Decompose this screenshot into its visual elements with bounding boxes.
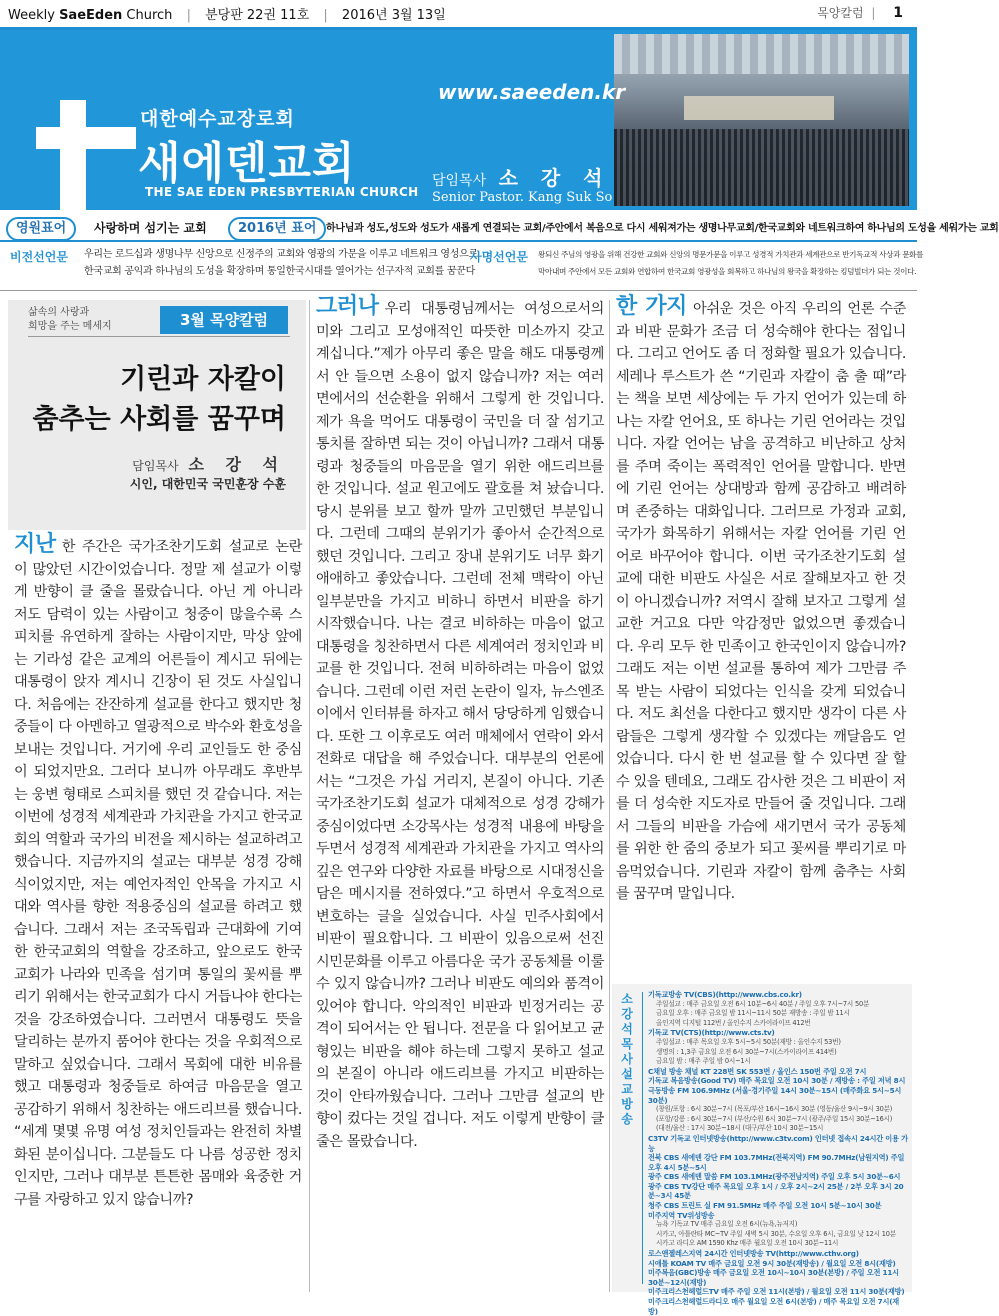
vision-label: 비전선언문 xyxy=(10,250,68,264)
broadcast-item: 기독교 복음방송(Good TV) 매주 목요일 오전 10시 30분 / 재방송 : 주일 저녁 8시 xyxy=(648,1076,906,1086)
article-column-1 xyxy=(14,534,302,1292)
author-name: 소 강 석 xyxy=(188,455,286,474)
eternal-motto-tag: 영원표어 xyxy=(6,217,76,241)
subtitle-line-1: 삶속의 사랑과 xyxy=(28,307,90,318)
edition: 분당판 22권 11호 xyxy=(205,8,310,23)
broadcast-item: 시애틀 KOAM TV 매주 금요일 오전 9시 30분(재방송) / 월요일 오전 8시(재방) xyxy=(648,1258,896,1268)
church-url[interactable]: www.saeeden.kr xyxy=(438,80,626,104)
issue-date: 2016년 3월 13일 xyxy=(341,8,446,23)
article-body-1: 한 주간은 국가조찬기도회 설교로 논란이 많았던 시간이었습니다. 정말 제 설교가 이렇게 반향이 클 줄을 몰랐습니다. 아닌 게 아니라 저도 담력이 있는 사람이고 청중이 많을수록 스피치를 유연하게 잘하는 사람이지만, 막상 앞에는 기라성 같은 교계의 어른들이 계시고 뒤에는 대통령이 앉자 계시니 긴장이 된 것도 사실입니다. 처음에는 잔잔하게 설교를 한다고 했지만 청중들이 다 아멘하고 열광적으로 박수와 환호성을 보내는 것입니다. 거기에 우리 교인들도 한 중심이 되었지만요. 그러다 보니까 아무래도 후반부는 웅변 형태로 스피치를 했던 것 같습니다. 저는 이번에 성경적 세계관과 가치관을 가지고 한국교회의 역할과 국가의 비전을 제시하는 설교하려고 했습니다. 지금까지의 설교는 대부분 성경 강해식이었지만, 저는 예언자적인 안목을 가지고 시대와 역사를 향한 적용중심의 설교를 하려고 했습니다. 그래서 저는 조국독립과 근대화에 기여한 한국교회의 역할을 강조하고, 앞으로도 한국교회가 나라와 민족을 섬기며 통일의 꽃씨를 뿌리기 위해서는 한국교회가 다시 거듭나야 한다는 것을 강조하였습니다. 그러면서 대통령도 뜻을 달리하는 분까지 품어야 한다는 것을 우회적으로 말하고 싶었습니다. 그래서 목회에 대한 비유를 했고 대통령과 청중들로 하여금 마음문을 열고 공감하기 위해서 칭찬하는 애드리브를 했습니다. “세계 몇몇 유명 여성 정치인들과는 완전히 차별화된 분이십니다. 그분들도 다 나름 성공한 정치인지만, 그러나 대부분 튼튼한 몸매와 육중한 거구를 자랑하고 있지 않습니까? xyxy=(14,539,302,1208)
broadcast-item: 광주 CBS 새에덴 말씀 FM 103.1MHz(광주전남지역) 주일 오후 5시 30분~6시 xyxy=(648,1172,901,1182)
broadcast-item: 미주복음(GBC)방송 매주 금요일 오전 10시~10시 30분(본방) / 주일 오전 11시 30분~12시(재방) xyxy=(648,1268,899,1287)
broadcast-detail: (대전/울산 : 17시 30분~18시 (대구/부산 10시 30분~15시 xyxy=(656,1124,824,1133)
eternal-motto-text: 사랑하며 섬기는 교회 xyxy=(94,221,207,235)
pastor-title: 담임목사 xyxy=(432,173,487,189)
sermon-broadcast-box xyxy=(612,984,912,1316)
header-divider xyxy=(0,290,917,291)
column-divider-1 xyxy=(309,300,310,1292)
broadcast-item: C채널 방송 채널 KT 228번 SK 553번 / 올인스 150번 주일 오전 7시 xyxy=(648,1066,867,1076)
vision-line-1: 우리는 로드십과 생명나무 신앙으로 신정주의 교회와 영광의 가문을 이루고 네트워크 영성으로 xyxy=(84,249,478,260)
broadcast-item: 기독교방송 TV(CBS)(http://www.cbs.co.kr) xyxy=(648,990,802,999)
lead-word-2: 그러나 xyxy=(316,294,379,319)
article-title xyxy=(32,360,286,440)
lead-word-3: 한 가지 xyxy=(616,294,688,319)
senior-pastor xyxy=(432,162,610,191)
column-subtitle xyxy=(28,306,112,334)
column-divider-2 xyxy=(609,300,610,1292)
broadcast-divider xyxy=(642,992,643,1284)
year-motto-text: 하나님과 성도,성도와 성도가 새롭게 연결되는 교회/주안에서 복음으로 다시 세워져가는 생명나무교회/한국교회와 네트워크하여 하나님의 도성을 세워가는 교회 xyxy=(326,223,999,234)
article-body-2: 우리 대통령님께서는 여성으로서의 미와 그리고 모성애적인 따뜻한 미소까지 갖고 계십니다.”제가 아무리 좋은 말을 해도 대통령께서 안 들으면 소용이 없지 않습니까? 저는 여러 면에서의 선순환을 위해서 그렇게 한 것입니다. 제가 욕을 먹어도 대통령이 국민을 더 잘 섬기고 통치를 잘하면 되는 것이 아닙니까? 그래서 대통령과 청중들의 마음문을 열기 위한 애드리브를 한 것입니다. 설교 원고에도 괄호를 쳐 놨습니다. 당시 분위를 보고 할까 말까 고민했던 부분입니다. 그런데 그때의 분위기가 좋아서 순간적으로 했던 것입니다. 그리고 장내 분위기도 너무 화기애애하고 좋았습니다. 그런데 전체 맥락이 아닌 일부분만을 가지고 비하니 하면서 비판을 하기 시작했습니다. 나는 결코 비하하는 마음이 없고 대통령을 칭찬하면서 다른 세계여러 정치인과 비교를 한 것입니다. 전혀 비하하려는 마음이 없었습니다. 그런데 이런 저런 논란이 일자, 뉴스엔조이에서 인터뷰를 하자고 해서 당당하게 임했습니다. 또한 그 이후로도 여러 매체에서 연락이 와서 전화로 대답을 해 주었습니다. 대부분의 언론에서는 “그것은 가십 거리지, 본질이 아니다. 기존 국가조찬기도회 설교가 대체적으로 성경 강해가 중심이었다면 소강목사는 성경적 내용에 바탕을 두면서 성경적 세계관과 가치관을 가지고 역사의 깊은 연구와 다양한 자료를 바탕으로 시대정신을 담은 메시지를 전하였다.”고 하면서 우호적으로 변호하는 글을 실었습니다. 사실 민주사회에서 비판이 필요합니다. 그 비판이 있음으로써 선진 시민문화를 이루고 아름다운 국가 공동체를 이룰 수 있지 않습니까? 그러나 비판도 예의와 품격이 있어야 합니다. 악의적인 비판과 빈정거리는 공격이 되어서는 안 됩니다. 전문을 다 읽어보고 균형있는 비판을 해야 하는데 그렇지 못하고 설교의 본질이 아니라 애드리브를 가지고 비판하는 것이 안타까웠습니다. 그러나 그만큼 설교의 반향이 컸다는 것일 겁니다. 저도 이렇게 반향이 클 줄은 몰랐습니다. xyxy=(316,301,604,1150)
church-name-english: THE SAE EDEN PRESBYTERIAN CHURCH xyxy=(145,185,419,199)
masthead-info: Weekly SaeEden Church | 분당판 22권 11호 | 2016년 3월 13일 xyxy=(8,8,446,23)
broadcast-item: 미주크리스천헤럴드TV 매주 주일 오전 11시(본방) / 월요일 오전 11시 30분(재방) xyxy=(648,1287,905,1297)
title-line-2: 춤추는 사회를 꿈꾸며 xyxy=(32,404,286,435)
broadcast-detail: 뉴욕 기독교 TV 매주 금요일 오전 6시(뉴욕,뉴저지) xyxy=(656,1220,798,1229)
cross-logo-icon-bar xyxy=(36,127,136,149)
broadcast-detail: (창원/포항 : 6시 30분~7시 (목포/부산 16시~16시 30분 (영동/울산 9시~9시 30분) xyxy=(656,1105,893,1114)
cross-logo-icon xyxy=(60,100,86,210)
broadcast-detail: 올인지역 디지털 112번 / 올인수지 스카이라이프 412번 xyxy=(656,1018,811,1027)
denomination: 대한예수교장로회 xyxy=(140,108,295,130)
broadcast-item: 극동방송 FM 106.9MHz (서울·경기주일 14시 30분~15시 (매주화요 5시~5시 30분) xyxy=(648,1085,902,1105)
author-description: 시인, 대한민국 국민훈장 수훈 xyxy=(129,477,286,491)
broadcast-detail: (포항/강릉 : 6시 30분~7시 (부산/수원 6시 30분~7시 (광주/주일 15시 30분~16시) xyxy=(656,1114,893,1123)
broadcast-item: 기독교 TV(CTS)(http://www.cts.tv) xyxy=(648,1028,775,1038)
broadcast-list xyxy=(648,990,908,1316)
motto-bar xyxy=(0,212,999,242)
mission-line-2: 막아내며 주안에서 모든 교회와 연합하여 한국교회 영광성을 회복하고 하나님의 왕국을 확장하는 킹덤빌더가 되는 것이다. xyxy=(538,267,917,276)
worship-hall-photo xyxy=(614,34,909,206)
section-name: 목양칼럼 xyxy=(817,6,864,20)
broadcast-item: 미주크리스천헤럴드라디오 매주 월요일 오전 6시(본방) / 매주 목요일 오전 7시(재방) xyxy=(648,1297,900,1316)
column-title-box xyxy=(8,300,306,530)
article-column-2 xyxy=(316,296,604,1292)
mission-line-1: 왕되신 주님의 영광을 위해 건강한 교회와 신앙의 명문가문을 이루고 성경적 가치관과 세계관으로 반기독교적 사상과 문화를 xyxy=(538,250,924,259)
broadcast-item: 로스앤젤레스지역 24시간 인터넷방송 TV(http://www.cthv.org) xyxy=(648,1249,859,1259)
broadcast-item: 광주 CBS TV강단 매주 목요일 오후 1시 / 오후 2시~2시 25분 / 2부 오후 3시 20분~3시 45분 xyxy=(648,1181,904,1201)
pastor-name: 소 강 석 xyxy=(498,166,611,190)
church-name: 새에덴교회 xyxy=(138,138,356,189)
broadcast-vertical-title: 소강석목사 설교방송 xyxy=(621,992,633,1126)
article-column-3 xyxy=(616,296,906,980)
broadcast-item: 청주 CBS 트린트 실 FM 91.5MHz 매주 주일 오전 10시 5분~10시 30분 xyxy=(648,1201,882,1211)
broadcast-item: 미주지역 TV위성방송 xyxy=(648,1210,715,1220)
broadcast-item: 전북 CBS 새에덴 강단 FM 103.7MHz(전북지역) FM 90.7MHz(남원지역) 주일 오후 4시 5분~5시 xyxy=(648,1153,905,1172)
pub-name: SaeEden xyxy=(59,8,123,23)
broadcast-detail: 금요일 오후 : 매주 금요일 밤 11시~11시 50분 재방송 : 주일 밤 11시 xyxy=(656,1009,850,1018)
broadcast-detail: 주일설교 : 매주 목요일 오후 5시~5시 50분(재방 : 올인수지 53번) xyxy=(656,1037,841,1046)
article-body-3: 아쉬운 것은 아직 우리의 언론 수준과 비판 문화가 조금 더 성숙해야 한다는 점입니다. 그리고 언어도 좀 더 정화할 필요가 있습니다. 세레나 루스트가 쓴 “기린과 자칼이 춤 출 때”라는 책을 보면 세상에는 두 가지 언어가 있는데 하나는 자칼 언어요, 또 하나는 기린 언어라는 것입니다. 자칼 언어는 남을 공격하고 비난하고 상처를 주며 죽이는 폭력적인 언어를 말합니다. 반면에 기린 언어는 상대방과 함께 공감하고 배려하며 존중하는 대화입니다. 그러므로 가정과 교회, 국가가 화목하기 위해서는 자칼 언어를 기린 언어로 바꾸어야 합니다. 이번 국가조찬기도회 설교에 대한 비판도 사실은 서로 잘해보자고 한 것이 아니겠습니까? 저역시 잘해 보자고 그렇게 설교한 거고요 다만 악감정만 없었으면 좋겠습니다. 우리 모두 한 민족이고 한국인이지 않습니까? 그래도 저는 이번 설교를 통하여 제가 그만큼 주목 받는 사람이 되었다는 인식을 갖게 되었습니다. 저도 최선을 다한다고 했지만 생각이 다른 사람들은 그렇게 생각할 수 있겠다는 깨달음도 얻었습니다. 다시 한 번 설교를 할 수 있다면 잘 할 수 있을 텐데요, 그래도 감사한 것은 그 비판이 저를 더 성숙한 지도자로 만들어 줄 것입니다. 그래서 그들의 비판을 가슴에 새기면서 국가 공동체를 위한 한 줌의 중보가 되고 꽃씨를 뿌리기로 마음먹었습니다. 기린과 자칼이 함께 춤추는 사회를 꿈꾸며 말입니다. xyxy=(616,301,906,902)
broadcast-detail: 시카고, 아틀란타 MC~TV 주일 새벽 5시 30분, 수요일 오후 6시, 금요일 낮 12시 10분 xyxy=(656,1229,896,1238)
column-badge: 3월 목양칼럼 xyxy=(160,306,288,334)
subtitle-line-2: 희망을 주는 메세지 xyxy=(28,321,112,332)
broadcast-item: C3TV 기독교 인터넷방송(http://www.c3tv.com) 인터넷 접속시 24시간 이용 가능 xyxy=(648,1133,908,1153)
page-number: 1 xyxy=(893,5,903,21)
box-divider xyxy=(28,336,290,337)
pub-prefix: Weekly xyxy=(8,8,55,23)
author-title: 담임목사 xyxy=(132,459,179,473)
mission-label: 사명선언문 xyxy=(470,250,528,264)
lead-word-1: 지난 xyxy=(14,532,56,557)
broadcast-detail: 생명의 : 1,3주 금요일 오전 6시 30분~7시(스카이라이프 414번) xyxy=(656,1047,837,1056)
vision-line-2: 한국교회 공익과 하나님의 도성을 확장하며 통일한국시대를 열어가는 선구자적 교회를 꿈꾼다 xyxy=(84,266,475,277)
section-label: 목양칼럼 | 1 xyxy=(817,5,903,21)
broadcast-detail: 금요일 밤 : 매주 주일 밤 0시~1시 xyxy=(656,1057,751,1066)
pub-suffix: Church xyxy=(126,8,173,23)
church-header xyxy=(0,30,917,210)
year-motto-tag: 2016년 표어 xyxy=(228,217,326,241)
broadcast-detail: 시카고 라디오 AM 1590 Khz 매주 월요일 오전 10시 30분~11시 xyxy=(656,1239,839,1248)
title-line-1: 기린과 자칼이 xyxy=(120,364,286,395)
author-line xyxy=(132,452,286,475)
broadcast-detail: 주일설교 : 매주 금요일 오전 6시 10분~6시 40분 / 주일 오후 7시~7시 50분 xyxy=(656,999,870,1008)
senior-pastor-english: Senior Pastor. Kang Suk So xyxy=(432,190,613,205)
